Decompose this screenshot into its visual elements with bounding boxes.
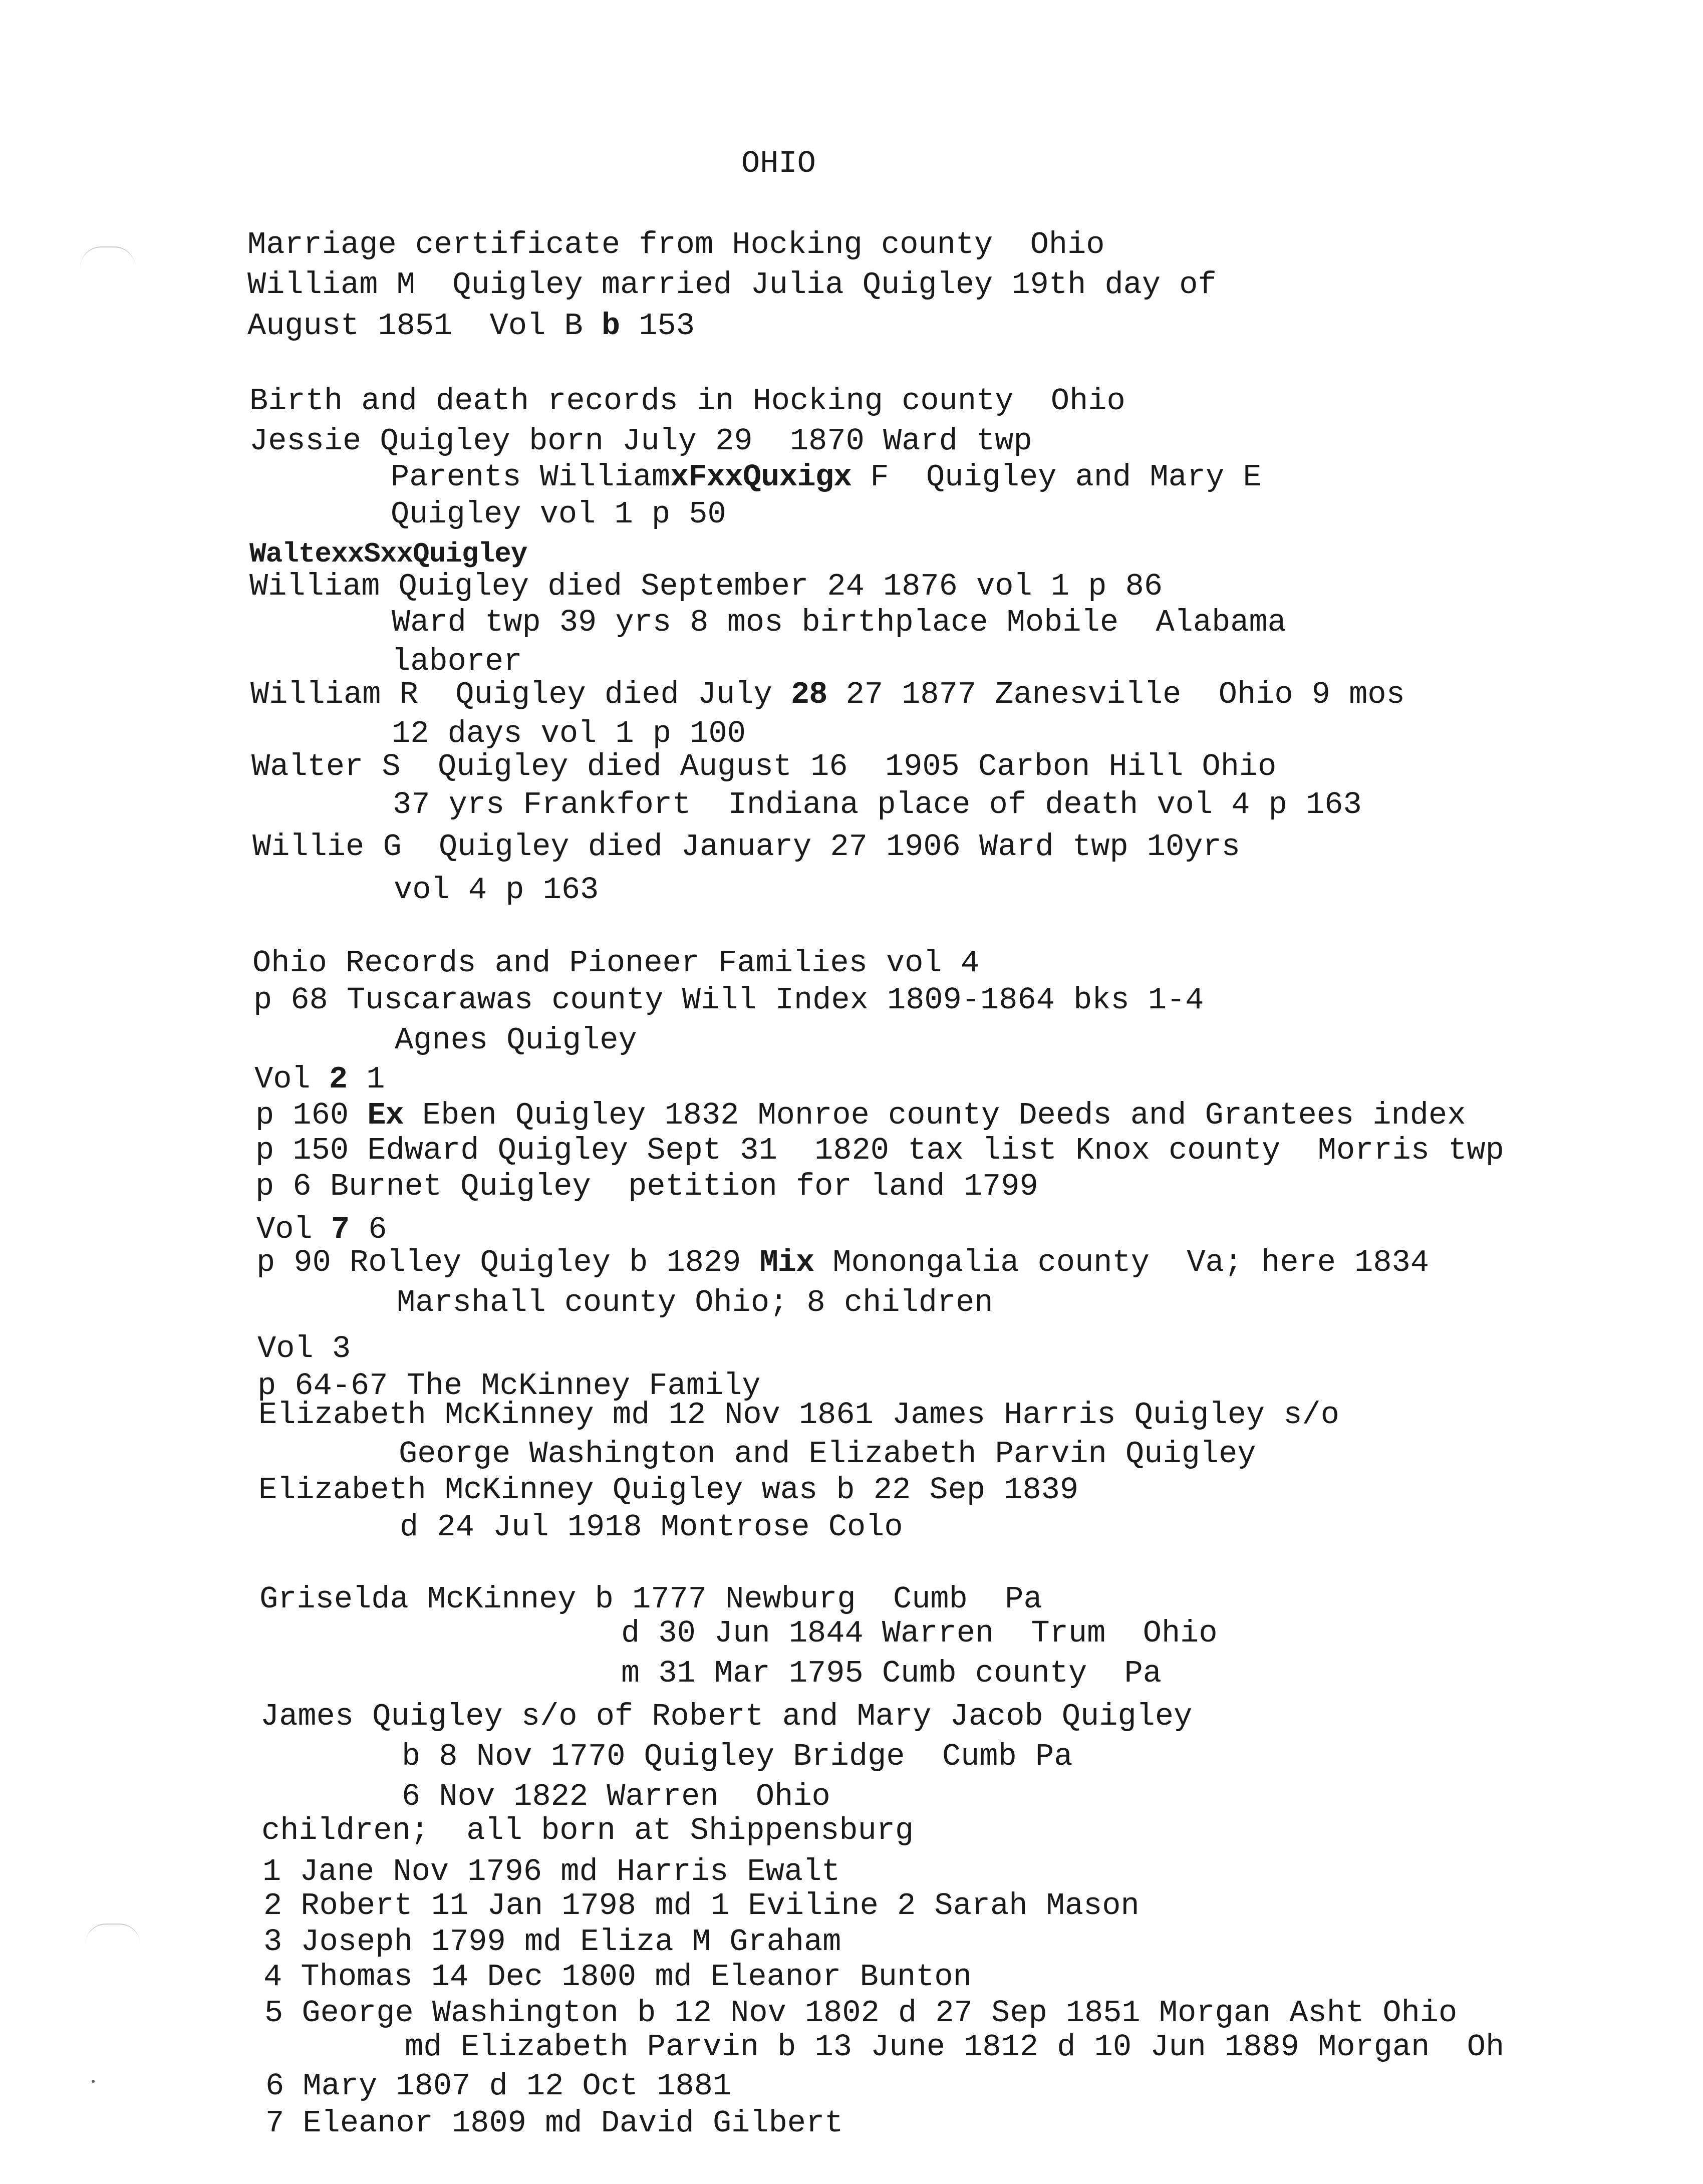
list-item: 5 George Washington b 12 Nov 1802 d 27 Sep 1851 Morgan Asht Ohio <box>264 1995 1458 2031</box>
overtyped-text: 7 <box>331 1212 350 1247</box>
vol3-line: Vol 3 <box>257 1331 351 1367</box>
griselda-line-2: d 30 Jun 1844 Warren Trum Ohio <box>621 1615 1218 1651</box>
p6-line: p 6 Burnet Quigley petition for land 1799 <box>255 1169 1038 1204</box>
marriage-line-1: Marriage certificate from Hocking county Ohio <box>247 227 1105 262</box>
griselda-line-3: m 31 Mar 1795 Cumb county Pa <box>621 1656 1162 1691</box>
list-item: 1 Jane Nov 1796 md Harris Ewalt <box>262 1854 840 1889</box>
p160-line <box>255 1100 1466 1131</box>
willie-line-1: Willie G Quigley died January 27 1906 Ward twp 10yrs <box>252 829 1240 865</box>
vol1-b: 1 <box>348 1061 385 1097</box>
marriage-line-3a: August 1851 Vol B <box>247 308 602 344</box>
william-r-line-1a: William R Quigley died July <box>250 677 791 712</box>
vol1-a: Vol <box>254 1061 329 1097</box>
vol1-line <box>254 1061 385 1097</box>
p90-b: Monongalia county Va; here 1834 <box>814 1245 1430 1280</box>
p90-a: p 90 Rolley Quigley b 1829 <box>256 1245 760 1280</box>
overtyped-text: 2 <box>329 1061 348 1097</box>
jessie-line-2 <box>391 459 1262 495</box>
overtyped-text: 28 <box>790 677 827 712</box>
vol6-a: Vol <box>256 1212 331 1247</box>
punch-hole-mark-bottom <box>85 1924 140 1945</box>
elizabeth-line-4: d 24 Jul 1918 Montrose Colo <box>400 1509 903 1545</box>
speck <box>92 2080 95 2083</box>
p90-line <box>256 1247 1429 1278</box>
griselda-line-1: Griselda McKinney b 1777 Newburg Cumb Pa <box>259 1581 1042 1617</box>
willie-line-2: vol 4 p 163 <box>394 872 599 908</box>
william-line-3: laborer <box>392 644 522 679</box>
struck-text: Ex <box>367 1098 404 1133</box>
marriage-line-2: William M Quigley married Julia Quigley 19th day of <box>247 267 1217 303</box>
james-line-3: 6 Nov 1822 Warren Ohio <box>402 1779 830 1814</box>
struck-line: WaltexxSxxQuigley <box>249 538 527 570</box>
jessie-line-2b: F Quigley and Mary E <box>852 459 1262 495</box>
jessie-line-1: Jessie Quigley born July 29 1870 Ward twp <box>249 423 1032 459</box>
walter-line-1: Walter S Quigley died August 16 1905 Carbon Hill Ohio <box>251 749 1277 784</box>
p160-a: p 160 <box>255 1098 368 1133</box>
list-item: 4 Thomas 14 Dec 1800 md Eleanor Bunton <box>263 1959 972 1995</box>
births-heading: Birth and death records in Hocking county Ohio <box>249 383 1125 419</box>
jessie-line-3: Quigley vol 1 p 50 <box>391 496 726 532</box>
william-r-line-1b: 27 1877 Zanesville Ohio 9 mos <box>827 677 1405 712</box>
walter-line-2: 37 yrs Frankfort Indiana place of death vol 4 p 163 <box>393 787 1362 823</box>
children-heading: children; all born at Shippensburg <box>261 1813 914 1848</box>
william-r-line-2: 12 days vol 1 p 100 <box>392 716 746 751</box>
overtyped-text: b <box>601 308 621 344</box>
elizabeth-line-2: George Washington and Elizabeth Parvin Quigley <box>399 1436 1256 1472</box>
struck-text: Mix <box>759 1245 814 1280</box>
list-item: 3 Joseph 1799 md Eliza M Graham <box>263 1924 841 1960</box>
p150-line: p 150 Edward Quigley Sept 31 1820 tax list Knox county Morris twp <box>255 1133 1504 1168</box>
pioneer-heading: Ohio Records and Pioneer Families vol 4 <box>252 945 980 981</box>
vol6-line <box>256 1214 387 1245</box>
james-line-2: b 8 Nov 1770 Quigley Bridge Cumb Pa <box>402 1739 1073 1774</box>
james-line-1: James Quigley s/o of Robert and Mary Jacob Quigley <box>260 1699 1193 1734</box>
p64-line: p 64-67 The McKinney Family <box>257 1368 761 1404</box>
marriage-line-3b: 153 <box>620 308 695 344</box>
list-item: md Elizabeth Parvin b 13 June 1812 d 10 Jun 1889 Morgan Oh <box>405 2029 1505 2065</box>
jessie-line-2a: Parents William <box>391 459 671 495</box>
list-item: 2 Robert 11 Jan 1798 md 1 Eviline 2 Sarah Mason <box>263 1888 1140 1924</box>
vol6-b: 6 <box>350 1212 387 1247</box>
elizabeth-line-3: Elizabeth McKinney Quigley was b 22 Sep 1839 <box>258 1472 1079 1508</box>
struck-text: xFxxQuxigx <box>670 459 852 495</box>
p68-line: p 68 Tuscarawas county Will Index 1809-1864 bks 1-4 <box>253 982 1204 1018</box>
william-r-line-1 <box>250 679 1405 710</box>
agnes-line: Agnes Quigley <box>395 1022 637 1058</box>
marriage-line-3 <box>247 308 695 344</box>
list-item: 6 Mary 1807 d 12 Oct 1881 <box>265 2068 732 2104</box>
p90-line-2: Marshall county Ohio; 8 children <box>397 1285 993 1320</box>
p160-b: Eben Quigley 1832 Monroe county Deeds and Grantees index <box>403 1098 1466 1133</box>
list-item: 7 Eleanor 1809 md David Gilbert <box>265 2105 843 2141</box>
william-line-1: William Quigley died September 24 1876 vol 1 p 86 <box>249 569 1163 604</box>
william-line-2: Ward twp 39 yrs 8 mos birthplace Mobile Alabama <box>392 605 1286 640</box>
punch-hole-mark-top <box>80 246 135 267</box>
elizabeth-line-1: Elizabeth McKinney md 12 Nov 1861 James Harris Quigley s/o <box>258 1397 1339 1433</box>
page-title: OHIO <box>741 146 816 181</box>
